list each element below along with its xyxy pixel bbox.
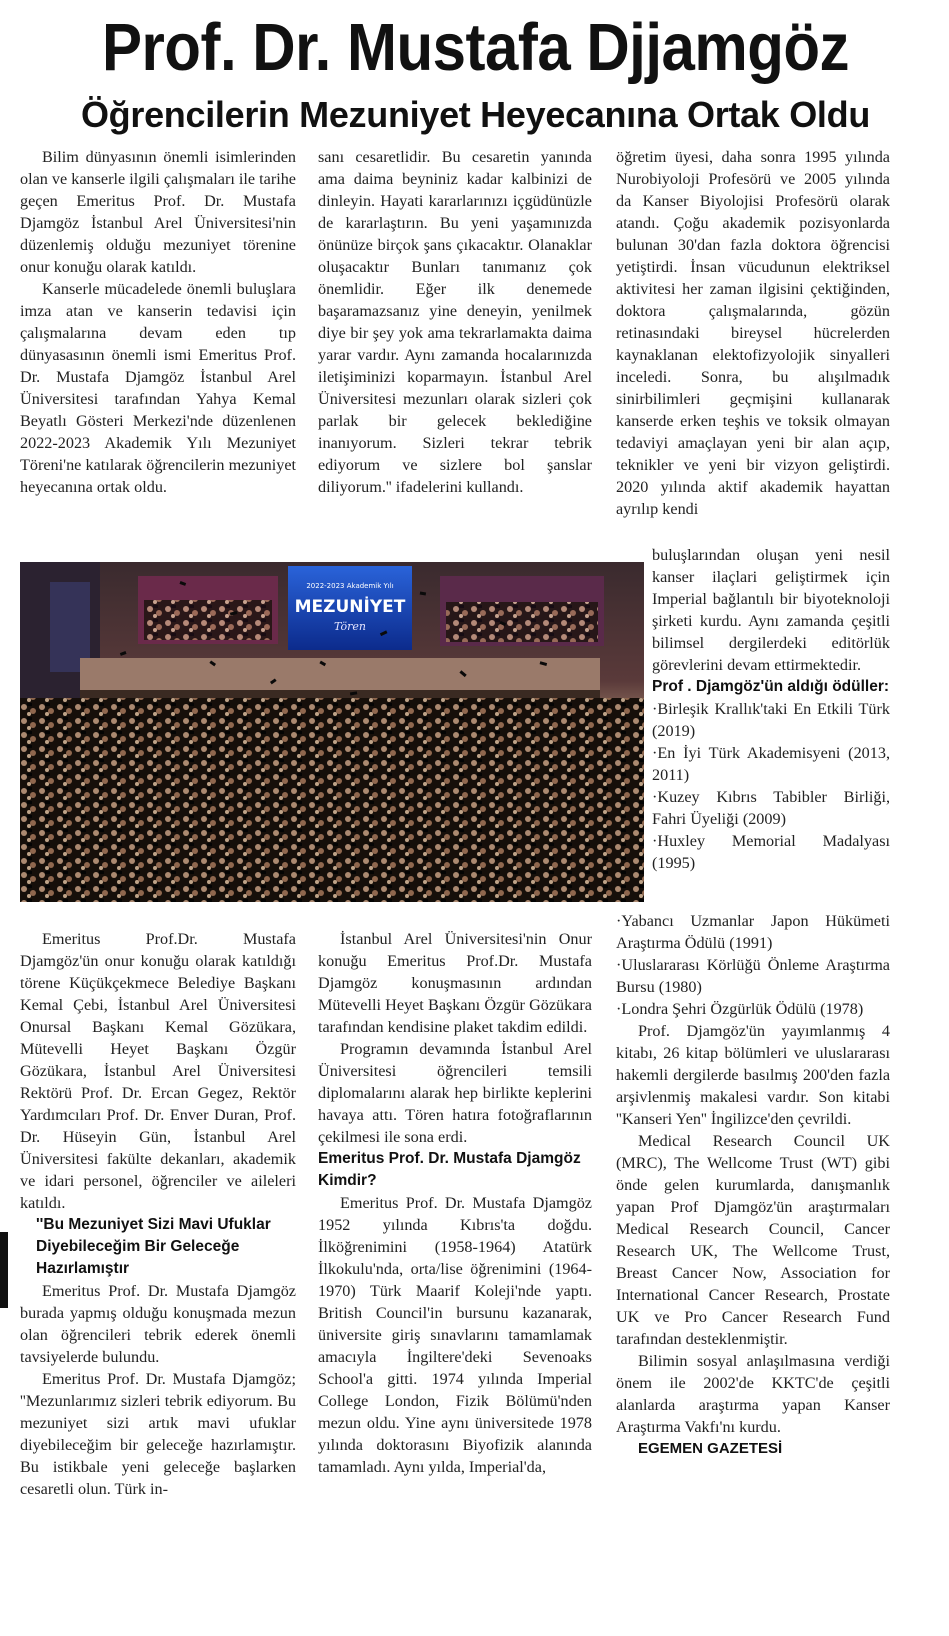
paragraph: İstanbul Arel Üniversitesi'nin Onur konuğu Emeritus Prof.Dr. Mustafa Djamgöz konuşmasının ardından Mütevelli Heyet Başkanı Özgür Gözükara tarafından kendisine plaket takdim edildi. <box>318 930 592 1036</box>
paragraph: Emeritus Prof. Dr. Mustafa Djamgöz 1952 yılında Kıbrıs'ta doğdu. İlköğrenimini (1958-1964) Atatürk İlkokulu'nda, orta/lise öğrenimini (1964-1970) Türk Maarif Koleji'nde yaptı. British Council'in bursunu kazanarak, üniversite giriş sınavlarını tamamlamak amacıyla İngiltere'deki Sevenoaks School'a gitti. 1974 yılında Imperial College London, Fizik Bölümü'nden mezun oldu. Yine aynı üniversitede 1978 yılında doktorasını Biyofizik alanında tamamladı. Aynı yılda, Imperial'da, <box>318 1194 592 1476</box>
list-item: ·Birleşik Krallık'taki En Etkili Türk (2019) <box>652 700 890 740</box>
column-1-bottom <box>20 928 296 1500</box>
paragraph: buluşlarından oluşan yeni nesil kanser ilaçlari geliştirmek için Imperial bağlantılı bir biyoteknoloji şirketi kurdu. Aynı zamanda çeşitli bilimsel dergilerdeki editörlük görevlerini devam ettirmektedir. <box>652 546 890 674</box>
awards-heading: Prof . Djamgöz'ün aldığı ödüller: <box>652 678 890 695</box>
column-3-bottom <box>616 910 890 1460</box>
paragraph: Bilimin sosyal anlaşılmasına verdiği önem ile 2002'de KKTC'de çeşitli alanlarda araştırma yapan Kanser Araştırma Vakfı'nı kurdu. <box>616 1352 890 1436</box>
paragraph: Emeritus Prof. Dr. Mustafa Djamgöz burada yapmış olduğu konuşmada mezun olan öğrencileri tebrik ederek önemli tavsiyelerde bulundu. <box>20 1282 296 1366</box>
screen-caption: 2022-2023 Akademik Yılı <box>306 582 394 590</box>
section-heading: ''Bu Mezuniyet Sizi Mavi Ufuklar Diyebileceğim Bir Geleceğe Hazırlamıştır <box>36 1216 271 1277</box>
paragraph: Kanserle mücadelede önemli buluşlara imza atan ve kanserin tedavisi için çalışmalarına devam eden tıp dünyasasının önemli ismi Emeritus Prof. Dr. Mustafa Djamgöz İstanbul Arel Üniversitesi tarafından Yahya Kemal Beyatlı Gösteri Merkezi'nde düzenlenen 2022-2023 Akademik Yılı Mezuniyet Töreni'ne katılarak öğrencilerin mezuniyet heyecanına ortak oldu. <box>20 280 296 496</box>
source-credit: EGEMEN GAZETESİ <box>638 1440 783 1457</box>
column-2-bottom <box>318 928 592 1478</box>
list-item: ·Uluslararası Körlüğü Önleme Araştırma Bursu (1980) <box>616 956 890 996</box>
column-3-wrap <box>652 544 890 874</box>
paragraph: Emeritus Prof.Dr. Mustafa Djamgöz'ün onur konuğu olarak katıldığı törene Küçükçekmece Belediye Başkanı Kemal Çebi, İstanbul Arel Üniversitesi Onursal Başkanı Kemal Gözükara, Mütevelli Heyet Başkanı Özgür Gözükara, İstanbul Arel Üniversitesi Rektörü Prof. Dr. Ercan Gegez, Rektör Yardımcıları Prof. Dr. Enver Duran, Prof. Dr. Hüseyin Gün, İstanbul Arel Üniversitesi fakülte dekanları, akademik ve idari personel, öğrenciler ve aileleri katıldı. <box>20 930 296 1212</box>
list-item: ·Huxley Memorial Madalyası (1995) <box>652 832 890 872</box>
paragraph: Bilim dünyasının önemli isimlerinden olan ve kanserle ilgili çalışmaları ile tarihe geçen Emeritus Prof. Dr. Mustafa Djamgöz İstanbul Arel Üniversitesi'nin düzenlemiş olduğu mezuniyet törenine onur konuğu olarak katıldı. <box>20 148 296 276</box>
paragraph: Medical Research Council UK (MRC), The Wellcome Trust (WT) gibi önde gelen kurumlarda, danışmanlık yapan Prof Djamgöz'ün araştırmaları Medical Research Council, Cancer Research UK, The Wellcome Trust, Breast Cancer Now, Association for International Cancer Research, Prostate UK ve Pro Cancer Research Fund tarafından desteklenmiştir. <box>616 1132 890 1348</box>
graduation-photo <box>20 562 644 902</box>
screen-title: MEZUNİYET <box>294 597 406 617</box>
edge-marker <box>0 1232 8 1308</box>
section-heading: Emeritus Prof. Dr. Mustafa Djamgöz Kimdir? <box>318 1150 581 1189</box>
list-item: ·Kuzey Kıbrıs Tabibler Birliği, Fahri Üyeliği (2009) <box>652 788 890 828</box>
list-item: ·Londra Şehri Özgürlük Ödülü (1978) <box>616 1000 864 1018</box>
subheadline: Öğrencilerin Mezuniyet Heyecanına Ortak Oldu <box>80 94 871 135</box>
paragraph: öğretim üyesi, daha sonra 1995 yılında Nurobiyoloji Profesörü ve 2005 yılında da Kanser Biyolojisi Profesörü olarak atandı. Çoğu akademik pozisyonlarda bulunan 30'dan fazla doktora öğrencisi yetiştirdi. İnsan vücudunun elektriksel aktivitesi her zaman ilgisini çektiğinden, doktora çalışmalarında, gözün retinasındaki bireysel hücrelerden kaynaklanan elektofizyolojik sinyalleri inceledi. Sonra, bu alışılmadık sinirbilimleri geçmişini kullanarak kanserde erken teşhis ve toksik olmayan tedaviyi amaçlayan yeni bir alan açıp, teknikler ve yeni bir vizyon geliştirdi. 2020 yılında aktif akademik hayattan ayrılıp kendi <box>616 148 890 518</box>
list-item: ·Yabancı Uzmanlar Japon Hükümeti Araştırma Ödülü (1991) <box>616 912 890 952</box>
paragraph: Emeritus Prof. Dr. Mustafa Djamgöz; ''Mezunlarımız sizleri tebrik ediyorum. Bu mezuniyet sizi artık mavi ufuklar diyebileceğim bir geleceğe hazırlamıştır. Bu istikbale yeni geleceğe başlarken cesaretli olun. Türk in- <box>20 1370 296 1498</box>
graduation-ceremony-image <box>20 562 644 902</box>
column-3-top <box>616 146 890 520</box>
paragraph: Programın devamında İstanbul Arel Üniversitesi öğrencileri temsili diplomalarını alarak hep birlikte keplerini havaya attı. Tören hatıra fotoğraflarının çekilmesi ile sona erdi. <box>318 1040 592 1146</box>
headline: Prof. Dr. Mustafa Djjamgöz <box>101 9 850 85</box>
column-1-top <box>20 146 296 498</box>
list-item: ·En İyi Türk Akademisyeni (2013, 2011) <box>652 744 890 784</box>
column-2-top <box>318 146 592 498</box>
svg-text:Tören: Tören <box>334 620 366 633</box>
paragraph: Prof. Djamgöz'ün yayımlanmış 4 kitabı, 26 kitap bölümleri ve uluslararası hakemli dergilerde basılmış 200'den fazla arşivlenmiş makalesi vardır. Son kitabi ''Kanseri Yen'' İngilizce'den çevrildi. <box>616 1022 890 1128</box>
paragraph: sanı cesaretlidir. Bu cesaretin yanında ama daima beyniniz kadar kalbinizi de dinleyin. Hayati kararlarınızı içgüdünüzle de kararlaştırın. Bu yeni yaşamınızda önünüze birçok şans çıkacaktır. Olanaklar oluşacaktır Bunları tanımanız çok önemlidir. Eğer ilk denemede başaramazsanız yine deneyin, yenilmek diye bir şey yok ama tekrarlamakta daima yarar vardır. Aynı zamanda hocalarınızda iletişiminizi koparmayın. İstanbul Arel Üniversitesi mezunları olarak sizleri çok parlak bir gelecek beklediğine inanıyorum. Sizleri tekrar tebrik ediyorum ve sizlere bol şanslar diliyorum.'' ifadelerini kullandı. <box>318 148 592 496</box>
